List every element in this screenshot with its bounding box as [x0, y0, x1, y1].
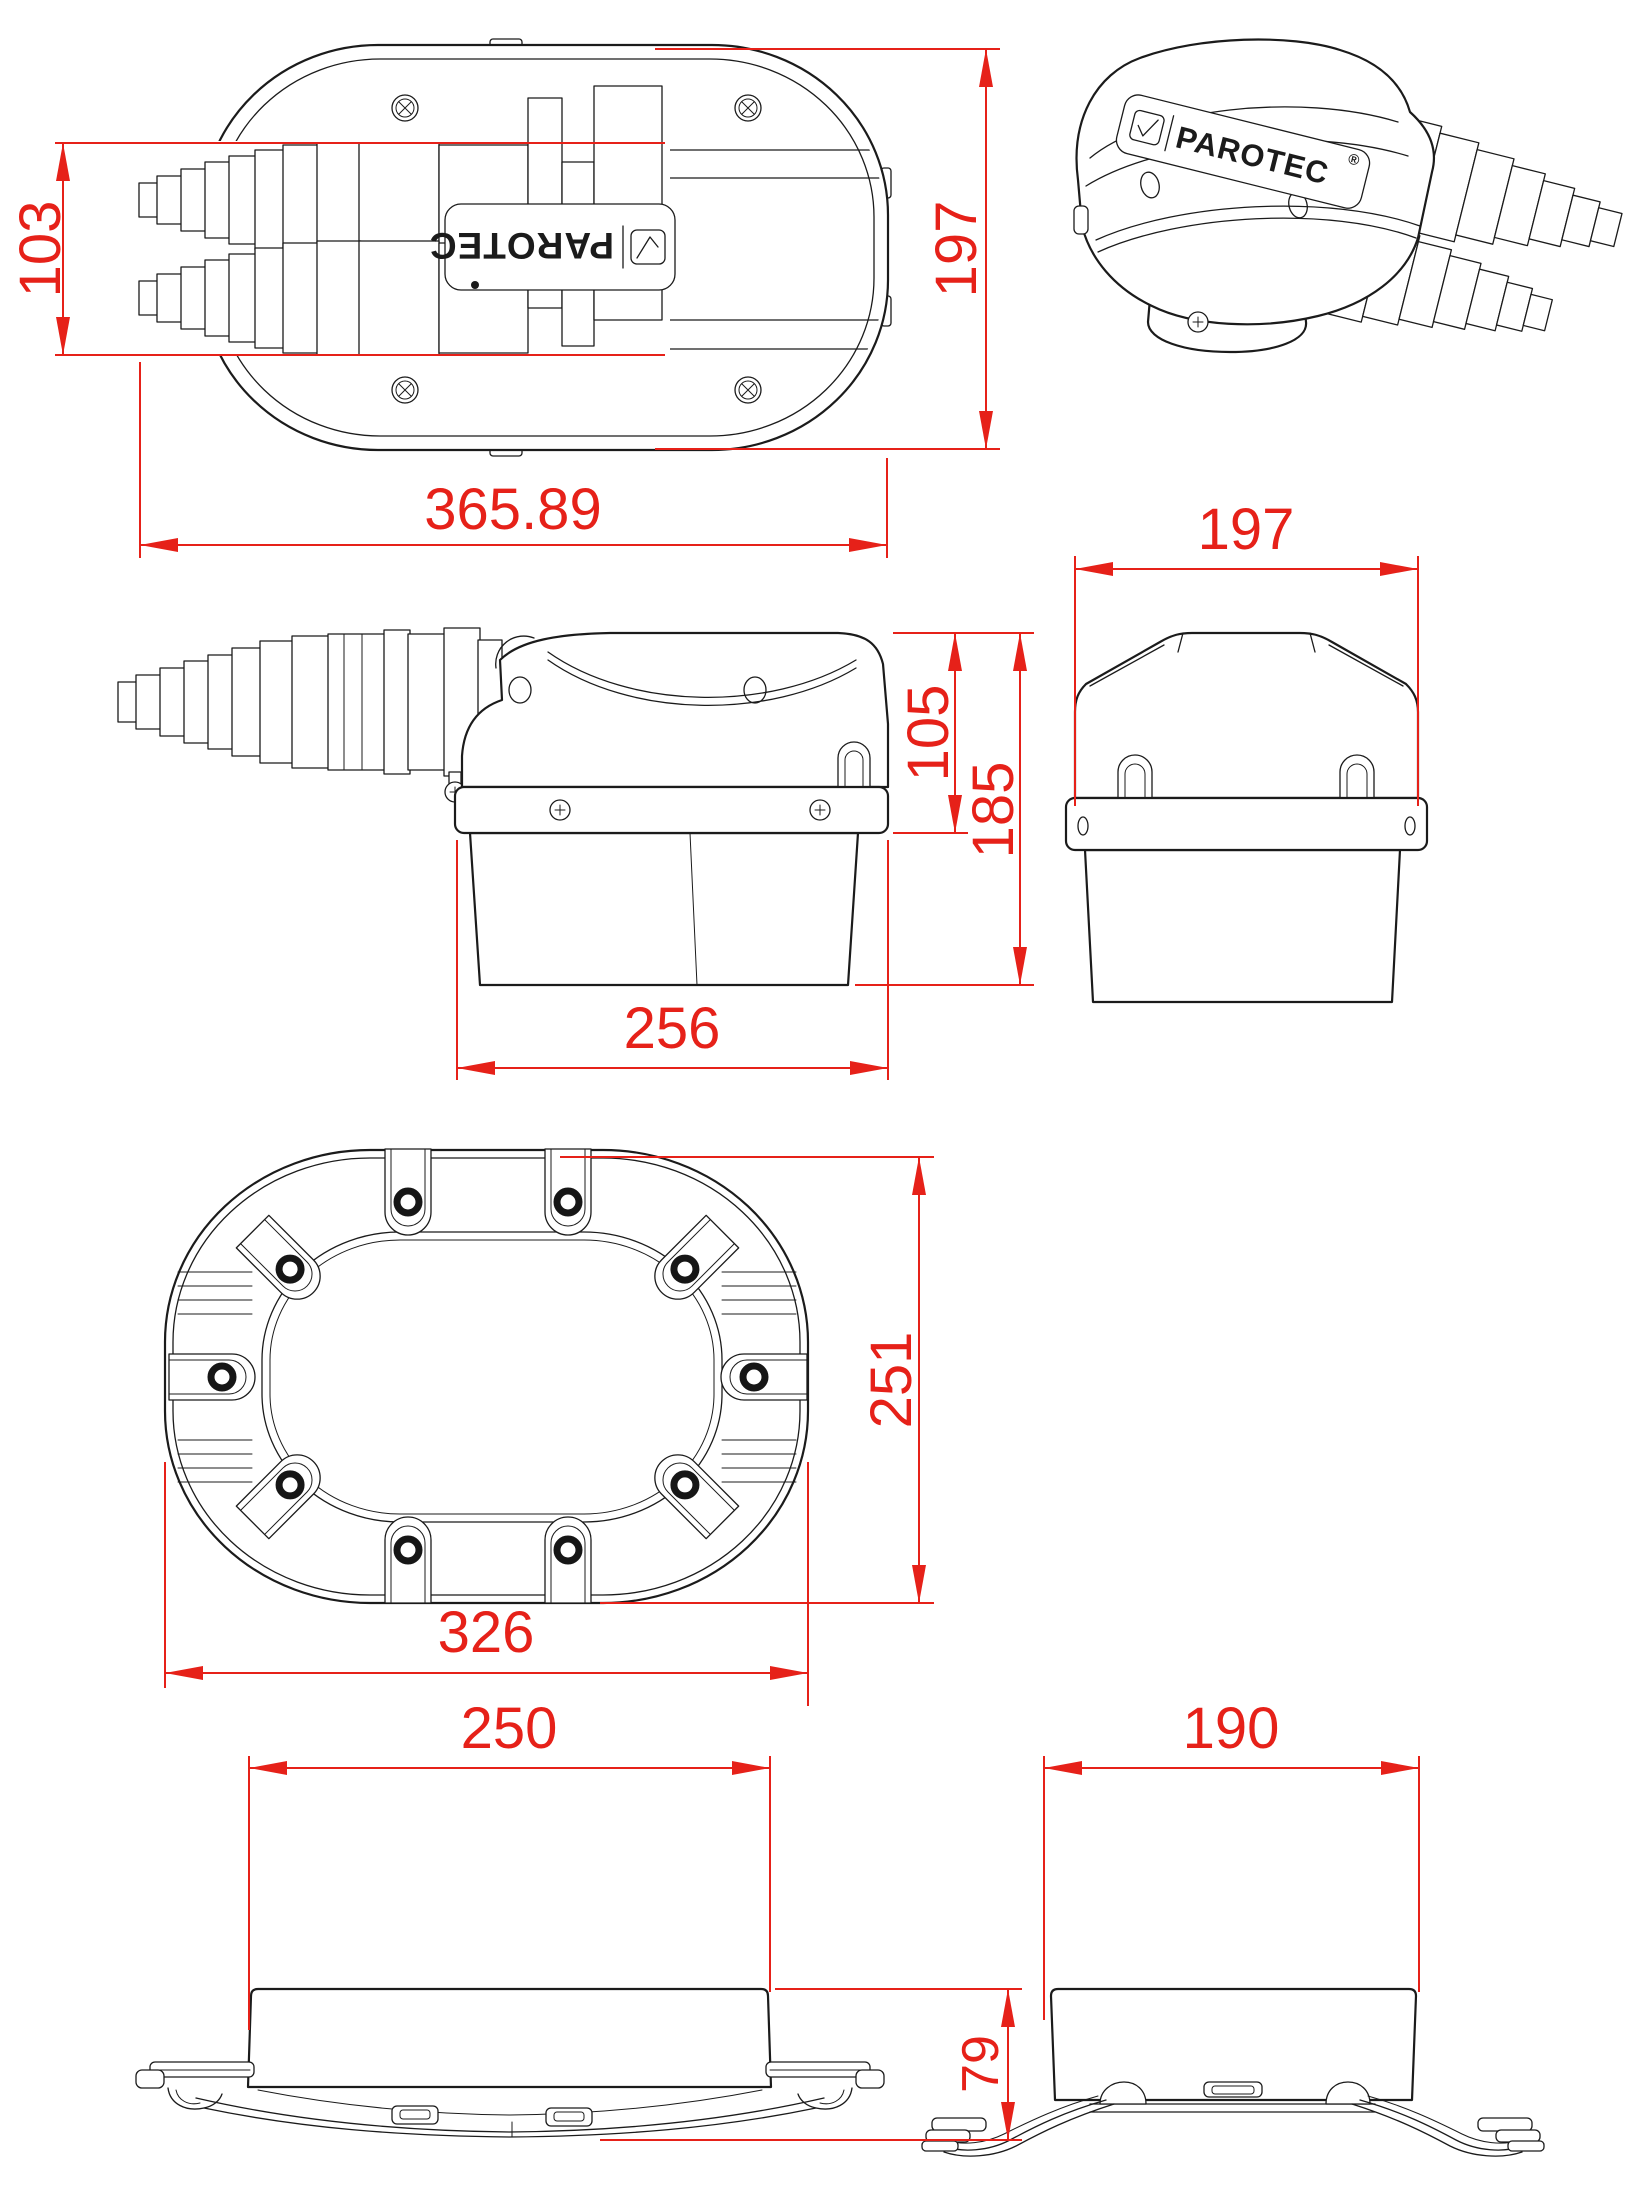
- flange-screw: [810, 800, 830, 820]
- screw-boss: [545, 1149, 591, 1235]
- iso-flange-screw: [1188, 312, 1208, 332]
- front-latch-clip-right: [1340, 755, 1374, 798]
- cover-screw: [735, 377, 761, 403]
- side-cover-body: [462, 633, 888, 787]
- gasket-foot: [1478, 2118, 1532, 2131]
- base-side-bucket: [248, 1989, 771, 2087]
- front-bucket: [1085, 850, 1400, 1002]
- screw-boss: [721, 1354, 807, 1400]
- dim-label-flange-length-side: 256: [623, 996, 721, 1061]
- cover-screw: [392, 377, 418, 403]
- gasket-center-tab: [1204, 2082, 1262, 2097]
- screw-boss: [385, 1517, 431, 1603]
- dim-label-overall-length: 365.89: [424, 477, 602, 542]
- dim-label-front-view-width: 197: [1197, 497, 1295, 562]
- registered-mark: ®: [1346, 150, 1362, 170]
- dim-label-flange-length: 326: [437, 1600, 535, 1665]
- flange-screw: [550, 800, 570, 820]
- dim-label-glands-span: 103: [8, 200, 73, 298]
- brand-logo-mirrored: PAROTEC: [428, 225, 614, 266]
- side-cable-gland: [118, 628, 502, 802]
- dimension-250: [249, 1696, 770, 2030]
- dim-label-cover-height: 105: [896, 684, 961, 782]
- front-flange: [1066, 798, 1427, 850]
- brand-plate-top-view: [429, 204, 675, 290]
- dim-label-base-top-width: 190: [1182, 1696, 1280, 1761]
- screw-boss: [545, 1517, 591, 1603]
- dim-label-base-height: 79: [952, 2035, 1010, 2093]
- dimension-190: [1044, 1696, 1419, 2020]
- gasket-clip: [546, 2108, 592, 2126]
- gasket-foot: [932, 2118, 986, 2131]
- side-view: [118, 628, 888, 985]
- side-bucket: [470, 833, 858, 985]
- plan-view: [165, 1149, 808, 1603]
- gasket-clip: [392, 2106, 438, 2124]
- dim-label-overall-height: 185: [961, 761, 1026, 859]
- screw-boss: [169, 1354, 255, 1400]
- screw-boss: [385, 1149, 431, 1235]
- cover-screw: [735, 95, 761, 121]
- base-front-gasket: [922, 2082, 1544, 2156]
- flange-opening: [262, 1232, 722, 1522]
- front-view: [1066, 633, 1427, 1002]
- cover-screw: [392, 95, 418, 121]
- dim-label-base-top-length: 250: [460, 1696, 558, 1761]
- dim-label-flange-width: 251: [859, 1331, 924, 1429]
- registered-dot: [471, 281, 479, 289]
- iso-hinge-tab: [1074, 206, 1088, 234]
- side-latch-clip: [838, 742, 870, 787]
- top-view: [139, 39, 891, 456]
- isometric-view: [1074, 40, 1632, 366]
- base-front-view: [922, 1989, 1544, 2156]
- front-latch-clip-left: [1118, 755, 1152, 798]
- brand-logo-isometric: PAROTEC: [1172, 119, 1333, 192]
- dim-label-top-view-width: 197: [924, 200, 989, 298]
